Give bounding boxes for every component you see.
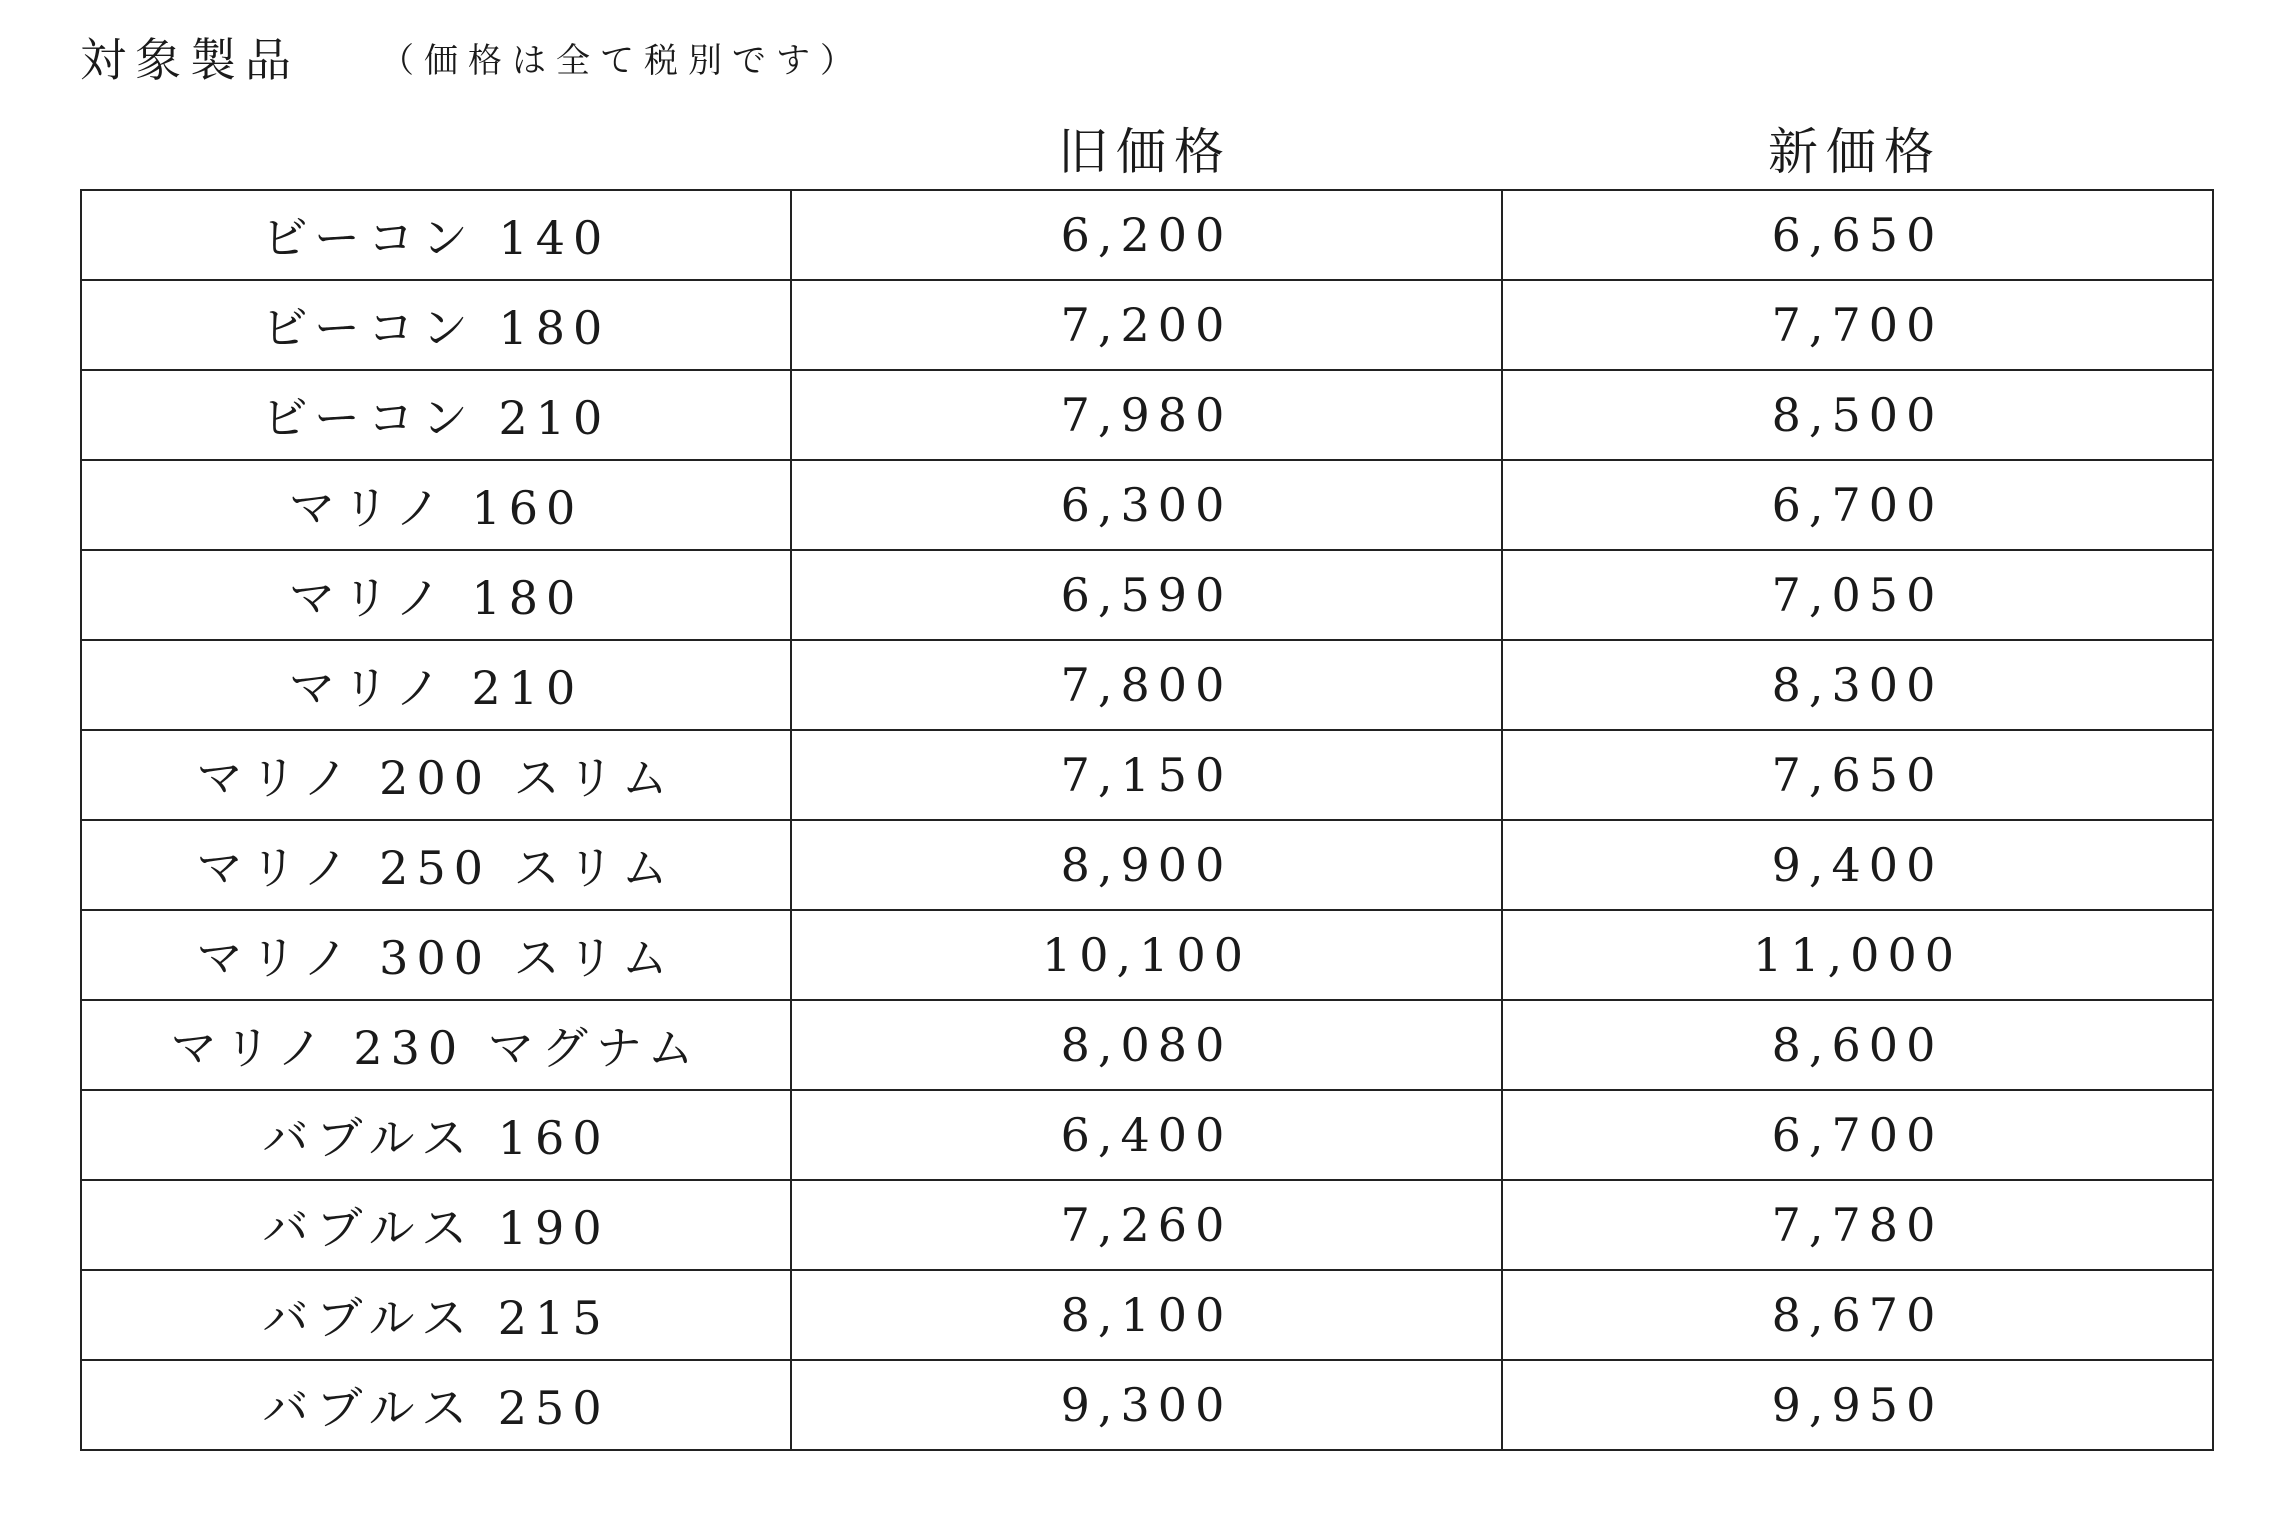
product-name-cell: ビーコン 210 (81, 370, 791, 460)
product-name-cell: マリノ 180 (81, 550, 791, 640)
table-row (81, 280, 2213, 370)
tax-note: （価格は全て税別です） (380, 40, 864, 81)
old-price-cell: 8,900 (791, 820, 1502, 910)
product-name-cell: マリノ 210 (81, 640, 791, 730)
new-price-header: 新価格 (1768, 123, 1942, 181)
new-price-cell: 8,600 (1502, 1000, 2213, 1090)
product-name-cell: マリノ 160 (81, 460, 791, 550)
product-name-cell: バブルス 190 (81, 1180, 791, 1270)
table-row (81, 190, 2213, 280)
table-row (81, 550, 2213, 640)
old-price-cell: 7,260 (791, 1180, 1502, 1270)
product-name-cell: マリノ 200 スリム (81, 730, 791, 820)
product-name-cell: バブルス 250 (81, 1360, 791, 1450)
new-price-cell: 7,050 (1502, 550, 2213, 640)
product-name-cell: バブルス 215 (81, 1270, 791, 1360)
new-price-cell: 11,000 (1502, 910, 2213, 1000)
old-price-cell: 6,300 (791, 460, 1502, 550)
table-row (81, 1360, 2213, 1450)
table-row (81, 640, 2213, 730)
new-price-cell: 8,500 (1502, 370, 2213, 460)
table-row (81, 460, 2213, 550)
page-title: 対象製品 (80, 33, 300, 87)
price-table (80, 189, 2214, 1451)
new-price-cell: 6,650 (1502, 190, 2213, 280)
table-row (81, 1090, 2213, 1180)
new-price-cell: 7,650 (1502, 730, 2213, 820)
new-price-cell: 6,700 (1502, 460, 2213, 550)
product-name-cell: ビーコン 180 (81, 280, 791, 370)
product-name-cell: バブルス 160 (81, 1090, 791, 1180)
old-price-cell: 7,150 (791, 730, 1502, 820)
old-price-cell: 6,590 (791, 550, 1502, 640)
new-price-cell: 7,780 (1502, 1180, 2213, 1270)
product-name-cell: マリノ 250 スリム (81, 820, 791, 910)
table-row (81, 910, 2213, 1000)
new-price-cell: 8,300 (1502, 640, 2213, 730)
table-row (81, 730, 2213, 820)
old-price-cell: 10,100 (791, 910, 1502, 1000)
new-price-cell: 9,950 (1502, 1360, 2213, 1450)
old-price-cell: 9,300 (791, 1360, 1502, 1450)
page-heading (80, 22, 864, 92)
old-price-cell: 8,080 (791, 1000, 1502, 1090)
product-name-cell: ビーコン 140 (81, 190, 791, 280)
old-price-cell: 7,200 (791, 280, 1502, 370)
table-row (81, 1000, 2213, 1090)
old-price-cell: 8,100 (791, 1270, 1502, 1360)
new-price-cell: 9,400 (1502, 820, 2213, 910)
table-row (81, 820, 2213, 910)
old-price-cell: 7,980 (791, 370, 1502, 460)
old-price-cell: 6,400 (791, 1090, 1502, 1180)
old-price-cell: 6,200 (791, 190, 1502, 280)
old-price-cell: 7,800 (791, 640, 1502, 730)
table-row (81, 1180, 2213, 1270)
old-price-header: 旧価格 (1058, 123, 1232, 181)
price-table-body (81, 190, 2213, 1450)
table-row (81, 370, 2213, 460)
new-price-cell: 6,700 (1502, 1090, 2213, 1180)
new-price-cell: 7,700 (1502, 280, 2213, 370)
new-price-cell: 8,670 (1502, 1270, 2213, 1360)
table-row (81, 1270, 2213, 1360)
product-name-cell: マリノ 300 スリム (81, 910, 791, 1000)
product-name-cell: マリノ 230 マグナム (81, 1000, 791, 1090)
